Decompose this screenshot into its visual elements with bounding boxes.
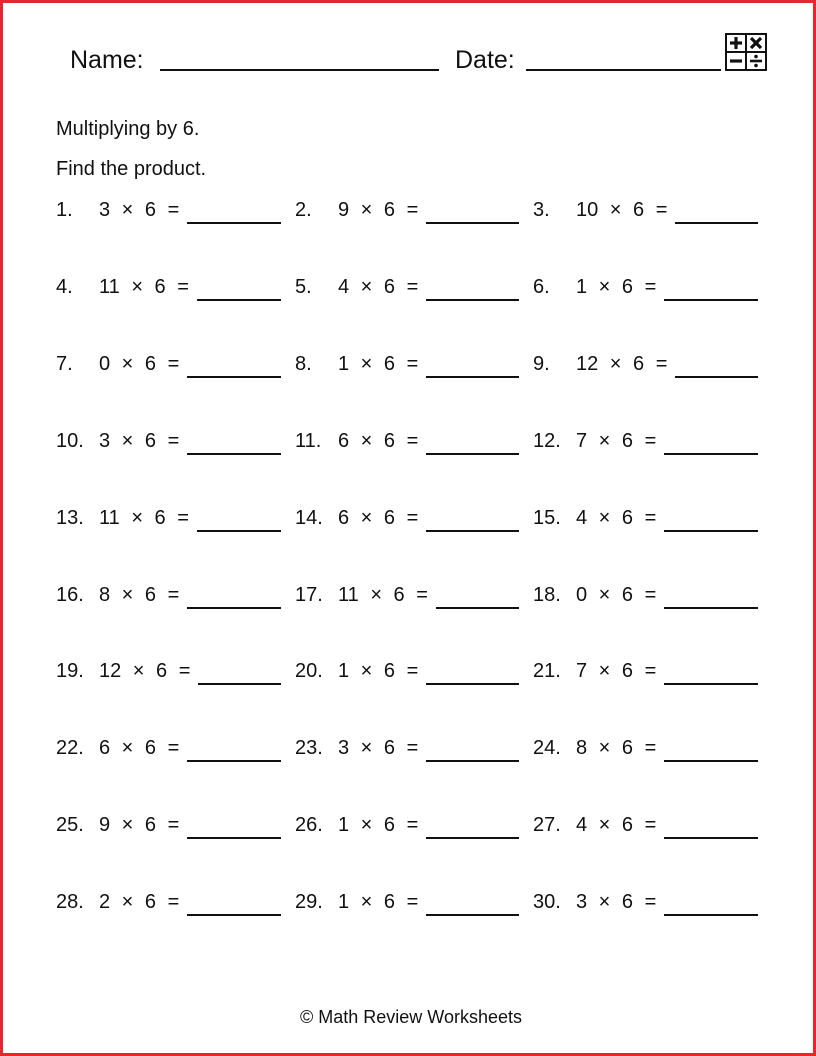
problem-number: 25.	[56, 814, 84, 836]
answer-field[interactable]	[675, 222, 758, 224]
problem-expression: 0 × 6 =	[99, 353, 180, 375]
problem-number: 19.	[56, 660, 84, 682]
problem-expression: 6 × 6 =	[99, 737, 180, 759]
problem-expression: 1 × 6 =	[576, 276, 657, 298]
problem-number: 27.	[533, 814, 561, 836]
problem-number: 30.	[533, 891, 561, 913]
answer-field[interactable]	[664, 607, 758, 609]
instruction-title: Multiplying by 6.	[56, 118, 200, 140]
problem-number: 2.	[295, 199, 312, 221]
problem-item	[56, 273, 281, 303]
answer-field[interactable]	[664, 299, 758, 301]
problem-number: 10.	[56, 430, 84, 452]
problem-number: 12.	[533, 430, 561, 452]
problem-item	[295, 273, 519, 303]
problem-item	[56, 888, 281, 918]
answer-field[interactable]	[664, 453, 758, 455]
answer-field[interactable]	[426, 222, 519, 224]
problem-item	[533, 657, 758, 687]
problem-expression: 3 × 6 =	[576, 891, 657, 913]
date-label: Date:	[455, 46, 515, 74]
problem-item	[295, 888, 519, 918]
problem-item	[56, 811, 281, 841]
problem-number: 6.	[533, 276, 550, 298]
answer-field[interactable]	[197, 530, 281, 532]
problem-number: 13.	[56, 507, 84, 529]
answer-field[interactable]	[187, 607, 281, 609]
problem-expression: 4 × 6 =	[576, 507, 657, 529]
answer-field[interactable]	[187, 222, 281, 224]
problem-expression: 1 × 6 =	[338, 660, 419, 682]
answer-field[interactable]	[426, 914, 519, 916]
problem-item	[56, 427, 281, 457]
problem-number: 7.	[56, 353, 73, 375]
problem-expression: 11 × 6 =	[99, 276, 189, 298]
problem-item	[56, 734, 281, 764]
problem-expression: 0 × 6 =	[576, 584, 657, 606]
answer-field[interactable]	[426, 376, 519, 378]
name-label: Name:	[70, 46, 144, 74]
answer-field[interactable]	[426, 530, 519, 532]
problem-number: 15.	[533, 507, 561, 529]
answer-field[interactable]	[187, 376, 281, 378]
answer-field[interactable]	[187, 914, 281, 916]
problem-expression: 12 × 6 =	[576, 353, 668, 375]
answer-field[interactable]	[426, 683, 519, 685]
problem-item	[533, 734, 758, 764]
problem-expression: 7 × 6 =	[576, 430, 657, 452]
answer-field[interactable]	[426, 299, 519, 301]
answer-field[interactable]	[187, 760, 281, 762]
problem-expression: 9 × 6 =	[99, 814, 180, 836]
answer-field[interactable]	[187, 453, 281, 455]
problem-number: 17.	[295, 584, 323, 606]
problem-number: 16.	[56, 584, 84, 606]
problem-item	[295, 581, 519, 611]
problem-expression: 11 × 6 =	[338, 584, 428, 606]
problem-item	[56, 504, 281, 534]
problem-number: 29.	[295, 891, 323, 913]
problem-expression: 7 × 6 =	[576, 660, 657, 682]
problem-item	[295, 657, 519, 687]
problem-number: 26.	[295, 814, 323, 836]
answer-field[interactable]	[436, 607, 519, 609]
problem-item	[56, 350, 281, 380]
problem-item	[295, 734, 519, 764]
problem-number: 23.	[295, 737, 323, 759]
answer-field[interactable]	[664, 837, 758, 839]
problem-item	[533, 427, 758, 457]
problem-expression: 1 × 6 =	[338, 353, 419, 375]
name-field[interactable]	[160, 69, 439, 71]
problem-expression: 8 × 6 =	[99, 584, 180, 606]
problem-number: 24.	[533, 737, 561, 759]
problem-expression: 11 × 6 =	[99, 507, 189, 529]
answer-field[interactable]	[675, 376, 758, 378]
problem-item	[533, 350, 758, 380]
problem-item	[295, 196, 519, 226]
problem-item	[533, 581, 758, 611]
problem-expression: 2 × 6 =	[99, 891, 180, 913]
answer-field[interactable]	[664, 760, 758, 762]
instruction-text: Find the product.	[56, 158, 207, 180]
worksheet-header	[3, 3, 816, 93]
answer-field[interactable]	[197, 299, 281, 301]
problem-item	[295, 350, 519, 380]
problem-item	[56, 581, 281, 611]
answer-field[interactable]	[664, 683, 758, 685]
problem-number: 5.	[295, 276, 312, 298]
problem-expression: 3 × 6 =	[99, 430, 180, 452]
problem-number: 20.	[295, 660, 323, 682]
problem-number: 3.	[533, 199, 550, 221]
problem-number: 8.	[295, 353, 312, 375]
problem-number: 4.	[56, 276, 73, 298]
problem-number: 9.	[533, 353, 550, 375]
problem-item	[295, 504, 519, 534]
problem-item	[533, 504, 758, 534]
answer-field[interactable]	[664, 914, 758, 916]
problem-item	[56, 657, 281, 687]
problem-number: 22.	[56, 737, 84, 759]
problem-item	[295, 811, 519, 841]
problem-expression: 3 × 6 =	[99, 199, 180, 221]
problem-item	[533, 196, 758, 226]
problem-expression: 4 × 6 =	[576, 814, 657, 836]
problem-number: 18.	[533, 584, 561, 606]
problem-expression: 1 × 6 =	[338, 814, 419, 836]
answer-field[interactable]	[664, 530, 758, 532]
answer-field[interactable]	[426, 760, 519, 762]
problem-expression: 6 × 6 =	[338, 430, 419, 452]
problem-item	[533, 888, 758, 918]
problem-expression: 4 × 6 =	[338, 276, 419, 298]
problem-expression: 9 × 6 =	[338, 199, 419, 221]
problem-number: 28.	[56, 891, 84, 913]
problem-expression: 10 × 6 =	[576, 199, 668, 221]
problem-item	[295, 427, 519, 457]
problem-expression: 3 × 6 =	[338, 737, 419, 759]
problem-expression: 6 × 6 =	[338, 507, 419, 529]
answer-field[interactable]	[426, 837, 519, 839]
problem-number: 1.	[56, 199, 73, 221]
problem-expression: 12 × 6 =	[99, 660, 191, 682]
problem-expression: 1 × 6 =	[338, 891, 419, 913]
answer-field[interactable]	[187, 837, 281, 839]
problem-item	[56, 196, 281, 226]
problem-expression: 8 × 6 =	[576, 737, 657, 759]
answer-field[interactable]	[198, 683, 281, 685]
date-field[interactable]	[526, 69, 721, 71]
answer-field[interactable]	[426, 453, 519, 455]
problem-item	[533, 811, 758, 841]
problem-number: 11.	[295, 430, 322, 452]
problem-number: 21.	[533, 660, 561, 682]
problem-number: 14.	[295, 507, 323, 529]
problem-item	[533, 273, 758, 303]
math-operations-icon	[725, 33, 767, 71]
copyright-footer: © Math Review Worksheets	[299, 1007, 522, 1027]
